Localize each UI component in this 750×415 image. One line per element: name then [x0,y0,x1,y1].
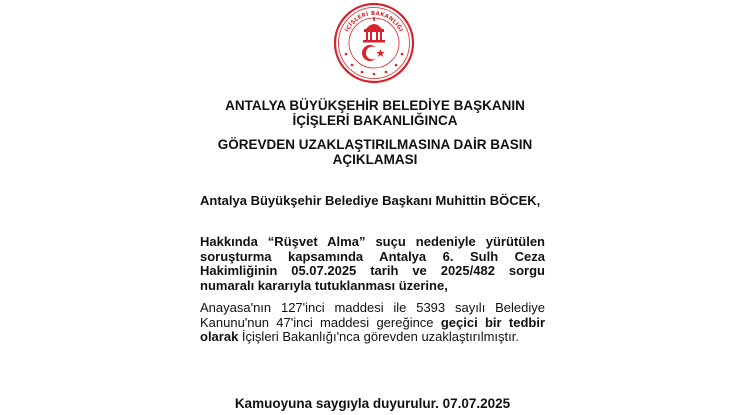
decision-text-start: Anayasa'nın 127'inci maddesi ile 5393 sayılı Belediye Kanunu'nun 47'inci maddesi gereğince [200,300,545,330]
subtitle-line-2: AÇIKLAMASI [332,152,418,167]
seal-text: İÇİŞLERİ BAKANLIĞI [344,10,404,34]
paragraph-subject: Antalya Büyükşehir Belediye Başkanı Muhittin BÖCEK, [200,193,541,208]
title-line-2: İÇİŞLERİ BAKANLIĞINCA [292,113,458,128]
closing-line: Kamuoyuna saygıyla duyurulur. 07.07.2025 [234,396,511,411]
subtitle-line-1: GÖREVDEN UZAKLAŞTIRILMASINA DAİR BASIN [217,137,533,152]
ministry-seal-icon [333,2,415,84]
ministry-seal [333,2,415,84]
press-release-subtitle [180,137,570,167]
paragraph-grounds: Hakkında “Rüşvet Alma” suçu nedeniyle yürütülen soruşturma kapsamında Antalya 6. Sulh Ceza Hakimliğinin 05.07.2025 tarih ve 2025/482 sorgu numaralı kararıyla tutuklanması üzerine, [200,234,545,293]
press-release-title [180,98,570,128]
paragraph-decision [200,301,545,345]
decision-text-end: İçişleri Bakanlığı'nca görevden uzaklaştırılmıştır. [238,329,519,344]
decision-emphasis: geçici bir tedbir olarak [200,314,545,344]
title-line-1: ANTALYA BÜYÜKŞEHİR BELEDİYE BAŞKANIN [225,98,525,113]
